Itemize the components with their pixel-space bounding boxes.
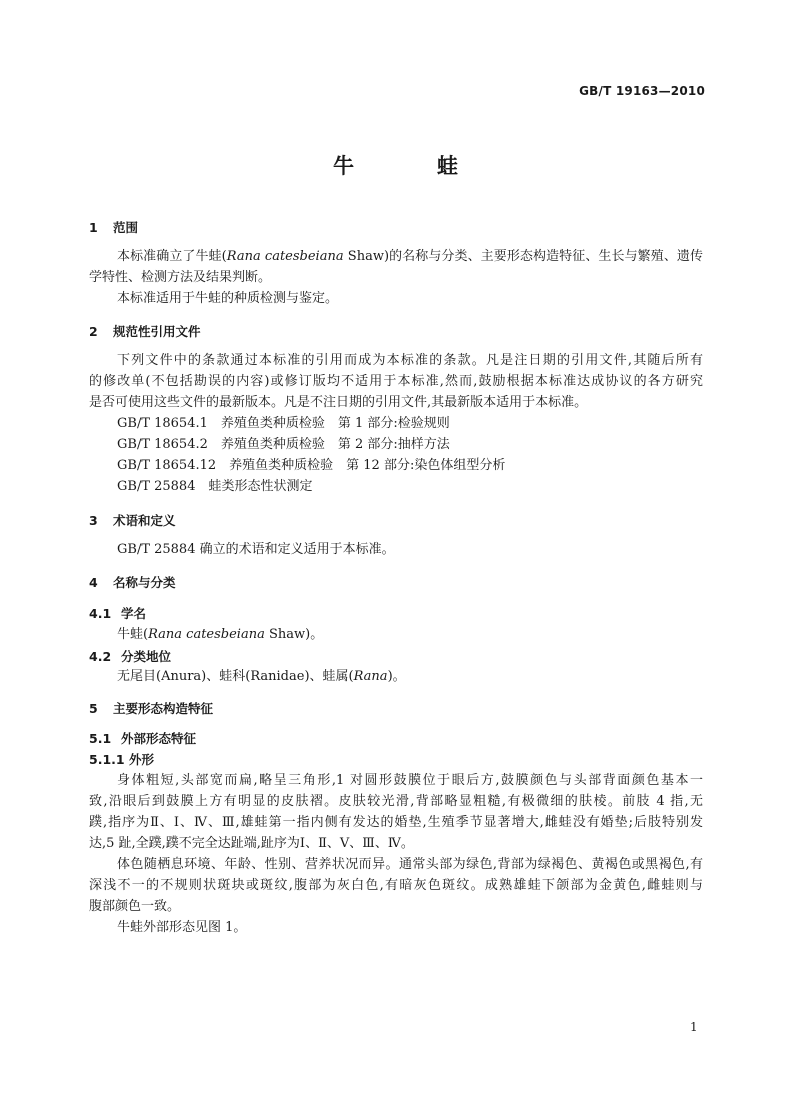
section-3-heading: [89, 511, 176, 529]
text: 本标准确立了牛蛙(: [117, 249, 227, 264]
standard-number: GB/T 19163—2010: [579, 84, 705, 98]
page-number: 1: [690, 1020, 698, 1034]
color-paragraph-line-1: 体色随栖息环境、年龄、性别、营养状况而异。通常头部为绿色,背部为绿褐色、黄褐色或黑褐色,有: [117, 857, 703, 872]
latin-name: Rana catesbeiana: [226, 249, 344, 264]
document-title-char-2: 蛙: [437, 154, 458, 178]
section-title: 外部形态特征: [121, 731, 197, 746]
section-4-2-heading: [89, 647, 171, 665]
text: 无尾目(Anura)、蛙科(Ranidae)、蛙属(: [117, 669, 354, 684]
section-5-heading: [89, 699, 213, 717]
section-2-heading: [89, 322, 201, 340]
section-number: 4: [89, 575, 98, 590]
scope-paragraph-line-2: 学特性、检测方法及结果判断。: [89, 270, 272, 285]
section-title: 名称与分类: [113, 575, 176, 590]
section-1-heading: [89, 218, 138, 236]
section-title: 学名: [121, 606, 147, 621]
section-title: 范围: [113, 220, 139, 235]
section-number: 3: [89, 513, 98, 528]
shape-paragraph-line-3: 蹼,指序为Ⅱ、Ⅰ、Ⅳ、Ⅲ,雄蛙第一指内侧有发达的婚垫,生殖季节显著增大,雌蛙没有婚垫;后肢特别发: [89, 815, 703, 830]
figure-reference-paragraph: 牛蛙外部形态见图 1。: [117, 920, 247, 935]
document-title-char-1: 牛: [333, 154, 354, 178]
reference-item: GB/T 18654.2 养殖鱼类种质检验 第 2 部分:抽样方法: [117, 437, 450, 452]
reference-item: GB/T 18654.12 养殖鱼类种质检验 第 12 部分:染色体组型分析: [117, 458, 506, 473]
latin-name: Rana catesbeiana: [148, 627, 265, 642]
section-5-1-heading: [89, 729, 196, 747]
scope-paragraph-line-1: [89, 246, 703, 267]
scope-paragraph-2: 本标准适用于牛蛙的种质检测与鉴定。: [117, 291, 339, 306]
section-number: 5: [89, 701, 98, 716]
section-title: 主要形态构造特征: [113, 701, 214, 716]
section-number: 2: [89, 324, 98, 339]
taxonomy-text: [117, 666, 406, 687]
references-paragraph-line-1: 下列文件中的条款通过本标准的引用而成为本标准的条款。凡是注日期的引用文件,其随后所有: [117, 353, 703, 368]
section-number: 5.1.1: [89, 752, 125, 767]
section-4-heading: [89, 573, 176, 591]
references-paragraph-line-2: 的修改单(不包括勘误的内容)或修订版均不适用于本标准,然而,鼓励根据本标准达成协议的各方研究: [89, 374, 703, 389]
section-number: 4.2: [89, 649, 112, 664]
text: 牛蛙(: [117, 627, 149, 642]
reference-item: GB/T 25884 蛙类形态性状测定: [117, 479, 313, 494]
latin-name: Rana: [353, 669, 388, 684]
terms-paragraph: GB/T 25884 确立的术语和定义适用于本标准。: [117, 542, 395, 557]
section-title: 外形: [129, 752, 155, 767]
section-title: 分类地位: [121, 649, 172, 664]
shape-paragraph-line-4: 达,5 趾,全蹼,蹼不完全达趾端,趾序为Ⅰ、Ⅱ、Ⅴ、Ⅲ、Ⅳ。: [89, 836, 414, 851]
text: Shaw)的名称与分类、主要形态构造特征、生长与繁殖、遗传: [343, 249, 703, 264]
section-title: 术语和定义: [113, 513, 176, 528]
shape-paragraph-line-2: 致,沿眼后到鼓膜上方有明显的皮肤褶。皮肤较光滑,背部略显粗糙,有极微细的肤棱。前肢 4 指,无: [89, 794, 703, 809]
scientific-name-text: [117, 624, 323, 645]
text: )。: [387, 669, 406, 684]
color-paragraph-line-3: 腹部颜色一致。: [89, 899, 181, 914]
references-paragraph-line-3: 是否可使用这些文件的最新版本。凡是不注日期的引用文件,其最新版本适用于本标准。: [89, 395, 588, 410]
reference-item: GB/T 18654.1 养殖鱼类种质检验 第 1 部分:检验规则: [117, 416, 450, 431]
section-number: 1: [89, 220, 98, 235]
text: Shaw)。: [264, 627, 324, 642]
shape-paragraph-line-1: 身体粗短,头部宽而扁,略呈三角形,1 对圆形鼓膜位于眼后方,鼓膜颜色与头部背面颜色基本一: [117, 773, 703, 788]
color-paragraph-line-2: 深浅不一的不规则状斑块或斑纹,腹部为灰白色,有暗灰色斑纹。成熟雄蛙下颌部为金黄色,雌蛙则与: [89, 878, 703, 893]
section-number: 5.1: [89, 731, 112, 746]
section-number: 4.1: [89, 606, 112, 621]
section-title: 规范性引用文件: [113, 324, 201, 339]
section-4-1-heading: [89, 604, 146, 622]
section-5-1-1-heading: [89, 750, 154, 768]
